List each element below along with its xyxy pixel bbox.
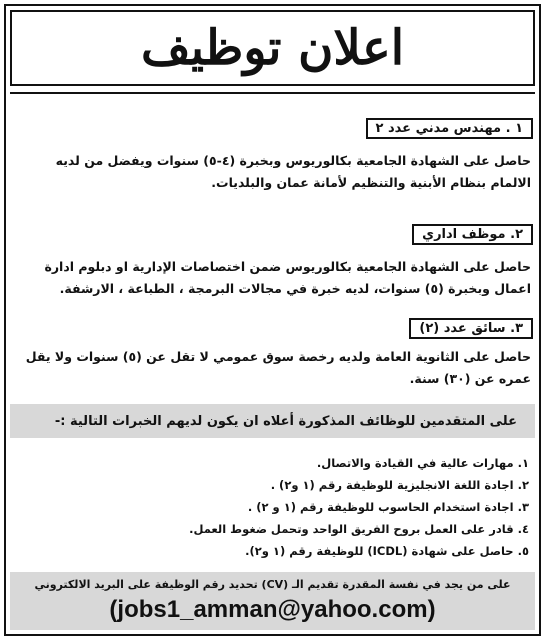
requirement-item: ١. مهارات عالية في القيادة والاتصال. [316,456,529,470]
requirements-heading: على المتقدمين للوظائف المذكورة أعلاه ان يكون لديهم الخبرات التالية :- [10,404,535,438]
position-1-description: حاصل على الشهادة الجامعية بكالوريوس وبخبرة (٤-٥) سنوات ويفضل من لديه الالمام بنظام الأبنية والتنظيم لأمانة عمان والبلديات. [55,153,531,190]
requirement-item: ٥. حاصل على شهادة (ICDL) للوظيفة رقم (١ و٢). [245,544,529,558]
page-title: اعلان توظيف [140,20,405,76]
footer-band [10,572,535,630]
footer-instruction: على من يجد في نفسة المقدرة تقديم الـ (CV) تحديد رقم الوظيفة على البريد الالكتروني [34,578,511,591]
requirements-list [14,452,529,562]
contact-email[interactable]: (jobs1_amman@yahoo.com) [109,596,436,623]
position-3-description: حاصل على الثانوية العامة ولديه رخصة سوق عمومي لا تقل عن (٥) سنوات ولا يقل عمره عن (٣٠) سنة. [25,349,531,386]
position-1-label: ١ . مهندس مدني عدد ٢ [366,118,533,139]
position-2-description: حاصل على الشهادة الجامعية بكالوريوس ضمن اختصاصات الإدارية او دبلوم ادارة اعمال وبخبرة (٥) سنوات، لديه خبرة في مجالات البرمجة ، الطباعة ، الارشفة. [44,259,531,296]
requirement-item: ٢. اجادة اللغة الانجليزية للوظيفة رقم (١ و٢) . [270,478,529,492]
title-box [10,10,535,86]
requirement-item: ٣. اجادة استخدام الحاسوب للوظيفة رقم (١ و ٢) . [247,500,529,514]
requirement-item: ٤. قادر على العمل بروح الفريق الواحد وتحمل ضغوط العمل. [189,522,529,536]
title-rule [10,92,535,94]
position-2-label: ٢. موظف اداري [412,224,533,245]
position-3-label: ٣. سائق عدد (٢) [409,318,533,339]
